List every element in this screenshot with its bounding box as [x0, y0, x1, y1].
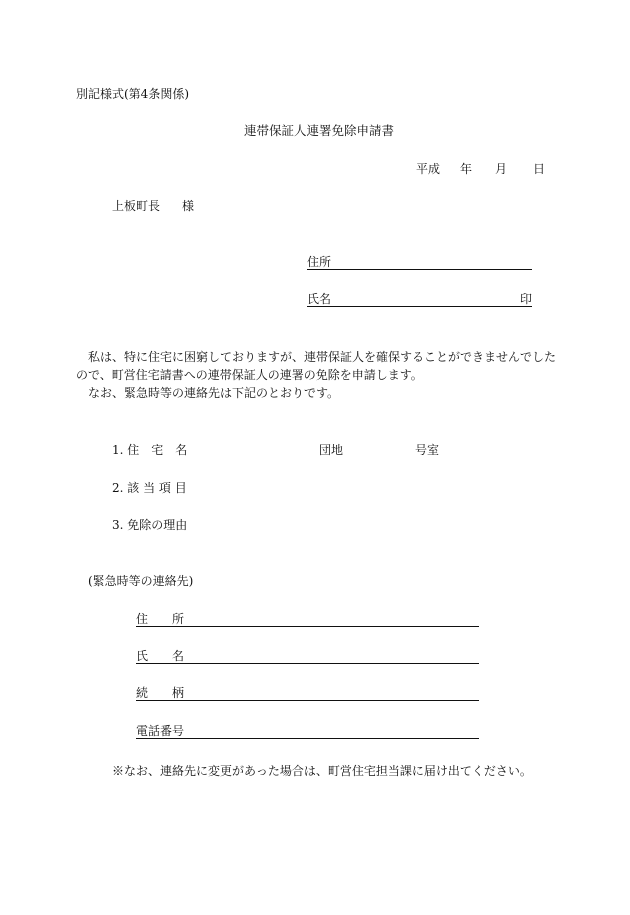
contact-relation-field[interactable] [136, 686, 479, 701]
form-reference: 別記様式(第4条関係) [76, 87, 189, 101]
contact-address-label: 住 所 [136, 612, 185, 626]
change-notice: ※なお、連絡先に変更があった場合は、町営住宅担当課に届け出てください。 [112, 764, 532, 778]
body-text [76, 348, 566, 402]
date-era: 平成 [416, 162, 441, 176]
body-line-1: 私は、特に住宅に困窮しておりますが、連帯保証人を確保することができませんでした [88, 350, 557, 364]
contact-relation-label: 続 柄 [136, 686, 185, 700]
addressee-name: 上板町長 [112, 199, 161, 213]
item-reason-label: 3. 免除の理由 [112, 518, 188, 532]
contact-phone-field[interactable] [136, 724, 479, 739]
item-room-label: 号室 [415, 443, 440, 457]
contact-phone-label: 電話番号 [136, 724, 185, 738]
item-applicable-label: 2. 該 当 項 目 [112, 481, 187, 495]
applicant-name-label: 氏名 [307, 292, 332, 306]
contact-heading: (緊急時等の連絡先) [88, 574, 194, 588]
item-housing-name-label: 1. 住 宅 名 [112, 443, 188, 457]
applicant-address-label: 住所 [307, 255, 332, 269]
item-danchi-label: 団地 [319, 443, 344, 457]
body-line-2: ので、町営住宅請書への連帯保証人の連署の免除を申請します。 [76, 368, 423, 382]
body-line-3: なお、緊急時等の連絡先は下記のとおりです。 [88, 386, 340, 400]
date-year: 年 [460, 162, 473, 176]
seal-mark: 印 [519, 292, 532, 306]
contact-name-label: 氏 名 [136, 649, 185, 663]
applicant-name-field[interactable] [307, 292, 532, 307]
date-day: 日 [533, 162, 546, 176]
contact-address-field[interactable] [136, 612, 479, 627]
contact-name-field[interactable] [136, 649, 479, 664]
applicant-address-field[interactable] [307, 255, 532, 270]
date-month: 月 [495, 162, 508, 176]
addressee-honorific: 様 [182, 199, 195, 213]
page-title: 連帯保証人連署免除申請書 [244, 123, 395, 138]
